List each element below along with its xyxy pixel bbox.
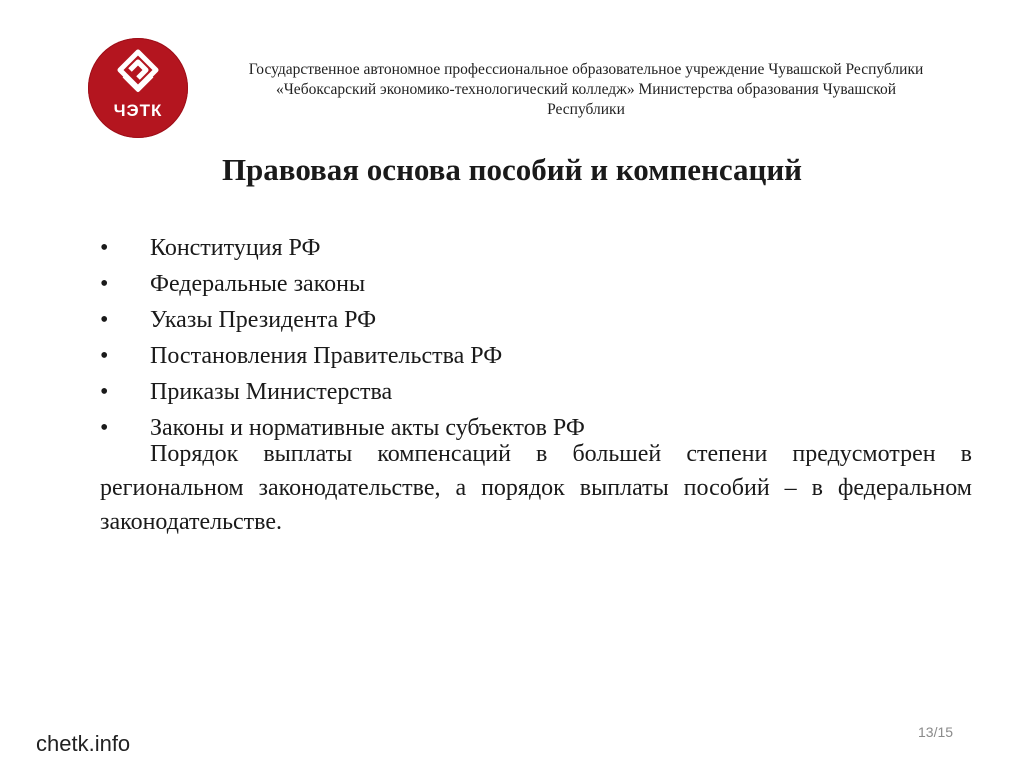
list-item-label: Указы Президента РФ — [150, 307, 377, 333]
list-item — [100, 374, 980, 410]
list-item-label: Законы и нормативные акты субъектов РФ — [150, 415, 585, 441]
bullet: • — [100, 415, 109, 441]
bullet: • — [100, 271, 109, 297]
slide-title: Правовая основа пособий и компенсаций — [221, 152, 803, 187]
logo-emblem-icon — [88, 38, 188, 138]
institution-line-2: «Чебоксарский экономико-технологический колледж» Министерства образования Чувашской — [275, 81, 896, 98]
institution-line-1: Государственное автономное профессиональное образовательное учреждение Чувашской Республики — [248, 61, 924, 78]
bullet: • — [100, 307, 109, 333]
summary-paragraph: Порядок выплаты компенсаций в большей степени предусмотрен в региональном законодательстве, а порядок выплаты пособий – в федеральном законодательстве. — [100, 441, 972, 535]
list-item-label: Постановления Правительства РФ — [150, 343, 503, 369]
college-logo — [88, 38, 188, 138]
bullet: • — [100, 379, 109, 405]
institution-name — [206, 60, 966, 120]
list-item — [100, 266, 980, 302]
logo-text: ЧЭТК — [113, 101, 163, 120]
site-link[interactable]: chetk.info — [36, 731, 131, 756]
list-item — [100, 302, 980, 338]
list-item-label: Конституция РФ — [150, 235, 321, 261]
page-number: 13/15 — [918, 724, 954, 740]
institution-line-3: Республики — [547, 101, 625, 118]
list-item — [100, 338, 980, 374]
legal-basis-list — [100, 230, 980, 446]
list-item — [100, 230, 980, 266]
bullet: • — [100, 235, 109, 261]
list-item-label: Федеральные законы — [150, 271, 366, 297]
bullet: • — [100, 343, 109, 369]
list-item-label: Приказы Министерства — [150, 379, 393, 405]
